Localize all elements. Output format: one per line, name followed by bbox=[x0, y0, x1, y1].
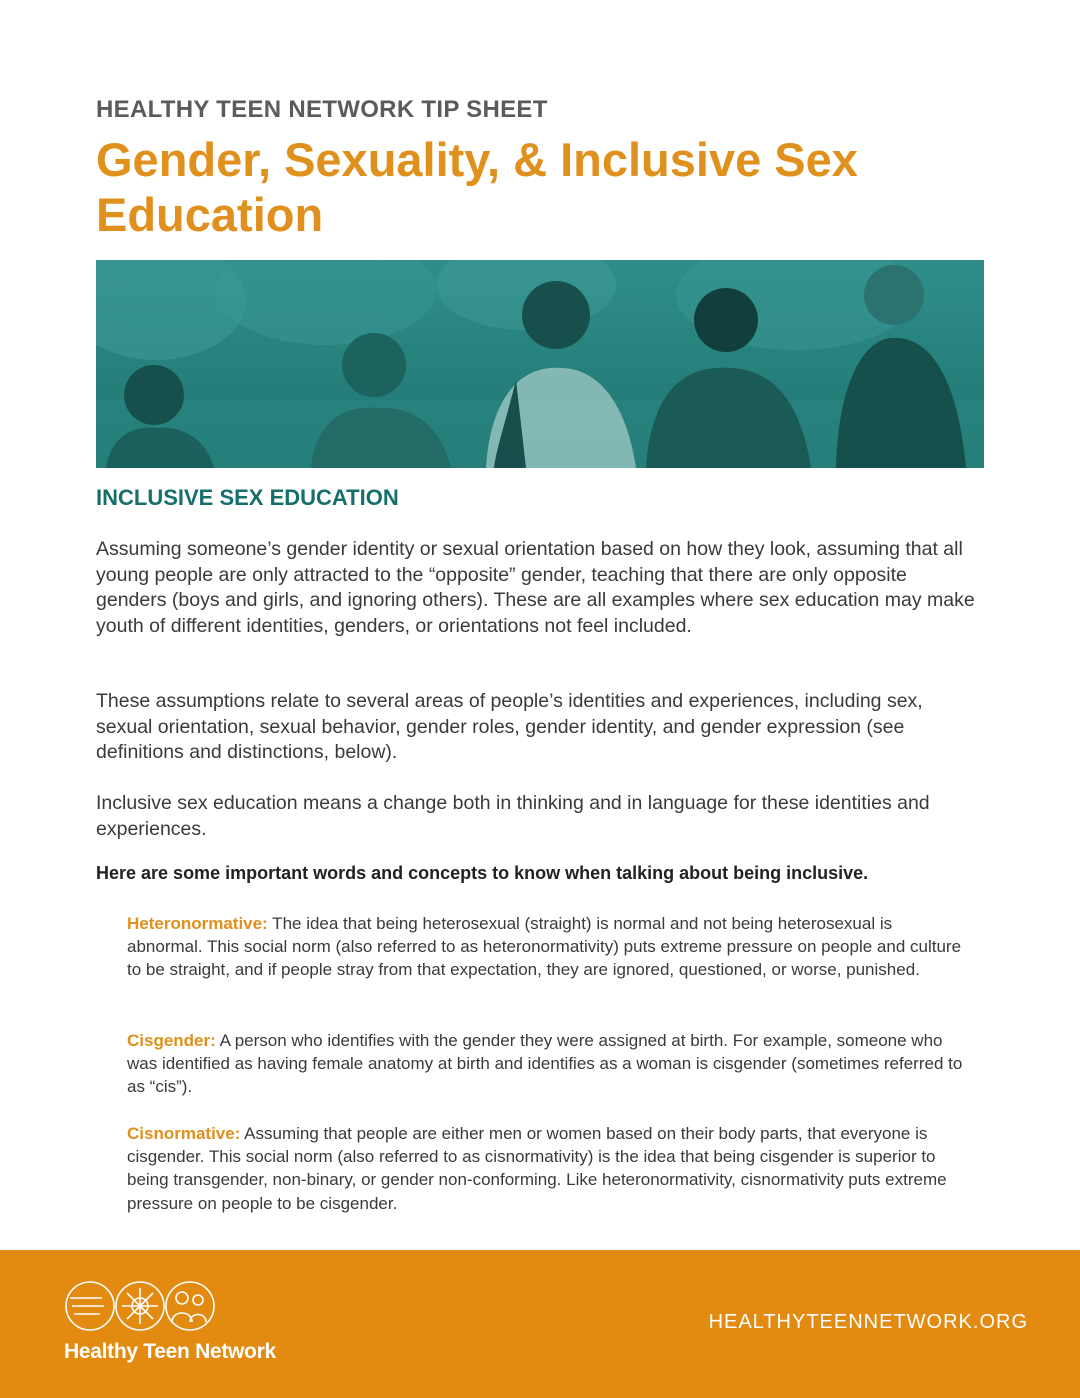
footer-logo-text: Healthy Teen Network bbox=[64, 1340, 276, 1363]
definition-text: A person who identifies with the gender they were assigned at birth. For example, someone who was identified as having female anatomy at birth and identifies as a woman is cisgender (sometimes referred to as “cis”). bbox=[127, 1031, 963, 1097]
concepts-lead: Here are some important words and concepts to know when talking about being inclusive. bbox=[96, 863, 869, 883]
inclusive-paragraph: Inclusive sex education means a change both in thinking and in language for these identities and experiences. bbox=[96, 792, 930, 840]
footer-bar bbox=[0, 1250, 1080, 1398]
assumptions-paragraph: These assumptions relate to several areas of people’s identities and experiences, including sex, sexual orientation, sexual behavior, gender roles, gender identity, and gender expression (see definitions and distinctions, below). bbox=[96, 690, 923, 763]
intro-paragraph: Assuming someone’s gender identity or sexual orientation based on how they look, assuming that all young people are only attracted to the “opposite” gender, teaching that there are only opposite genders (boys and girls, and ignoring others). These are all examples where sex education may make youth of different identities, genders, or orientations not feel included. bbox=[96, 538, 975, 637]
footer-website-link[interactable]: HEALTHYTEENNETWORK.ORG bbox=[708, 1311, 1028, 1333]
healthy-teen-network-logo-icon bbox=[64, 1276, 224, 1338]
definition-term: Cisnormative: bbox=[127, 1124, 241, 1143]
hero-photo bbox=[96, 260, 984, 468]
definition-term: Heteronormative: bbox=[127, 914, 268, 933]
definition-heteronormative bbox=[127, 912, 967, 982]
page-title: Gender, Sexuality, & Inclusive Sex Education bbox=[96, 133, 858, 241]
definition-term: Cisgender: bbox=[127, 1031, 216, 1050]
tip-sheet-kicker: HEALTHY TEEN NETWORK TIP SHEET bbox=[96, 96, 548, 123]
definition-cisgender bbox=[127, 1029, 967, 1099]
definition-text: The idea that being heterosexual (straight) is normal and not being heterosexual is abnormal. This social norm (also referred to as heteronormativity) puts extreme pressure on people and culture to be straight, and if people stray from that expectation, they are ignored, questioned, or worse, punished. bbox=[127, 914, 962, 980]
definition-cisnormative bbox=[127, 1122, 967, 1215]
section-heading: INCLUSIVE SEX EDUCATION bbox=[96, 485, 399, 510]
definition-text: Assuming that people are either men or women based on their body parts, that everyone is cisgender. This social norm (also referred to as cisnormativity) is the idea that being cisgender is superior to being transgender, non-binary, or gender non-conforming. Like heteronormativity, cisnormativity puts extreme pressure on people to be cisgender. bbox=[127, 1124, 947, 1213]
